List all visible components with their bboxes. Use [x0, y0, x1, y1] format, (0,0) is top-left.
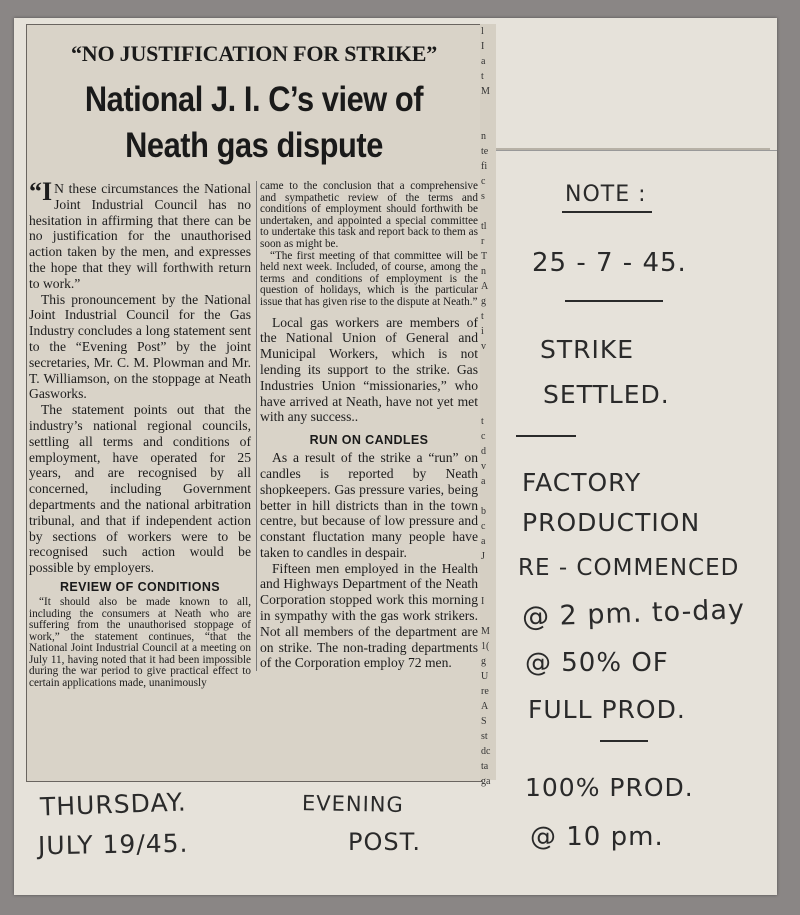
- article-paragraph: “It should also be made known to all, including the consumers at Neath who are suffering from the unauthorised stoppage of work,” the statement continues, “that the National Joint Industrial Council at a meeting on July 11, having noted that it had been impossible during the war period to give practical effect to certain applications made, unanimously: [29, 595, 251, 690]
- edge-letter: [480, 609, 496, 624]
- edge-letter: [480, 579, 496, 594]
- edge-letter: c: [481, 431, 486, 442]
- clipping-kicker: “NO JUSTIFICATION FOR STRIKE”: [70, 41, 438, 66]
- edge-letter: ta: [481, 761, 489, 772]
- edge-letter: A: [481, 281, 489, 292]
- article-paragraph: Fifteen men employed in the Health and Highways Department of the Neath Corporation stopped work this morning in sympathy with the gas work strikers. Not all members of the department are on strike. The non-trading departments of the Corporation employ 72 men.: [260, 560, 478, 671]
- edge-letter: [480, 114, 496, 129]
- handwritten-paper-name-2: POST.: [348, 828, 422, 856]
- handwritten-day: THURSDAY.: [39, 787, 188, 822]
- note-line-settled: SETTLED.: [543, 380, 670, 409]
- edge-letter: [480, 564, 496, 579]
- edge-letter: I: [481, 41, 485, 52]
- edge-letter: re: [481, 686, 489, 697]
- article-paragraph: “I N these circumstances the National Joint Industrial Council has no hesitation in affirming that there can be no justification for the unauthorised action taken by the men, and expresses the hope that they will forthwith return to work.”: [29, 177, 251, 291]
- edge-letter: g: [481, 296, 486, 307]
- edge-letter: [480, 369, 496, 384]
- article-column-right: [256, 181, 478, 671]
- article-paragraph: “The first meeting of that committee will be held next week. Included, of course, among the terms and conditions of employment is the question of holidays, which is the particular issue that has given rise to the dispute at Neath.”: [260, 249, 478, 308]
- edge-letter: M: [481, 86, 490, 97]
- edge-letter: fi: [481, 161, 488, 172]
- edge-letter: i: [481, 326, 484, 337]
- edge-letter: n: [481, 131, 486, 142]
- edge-letter: te: [481, 146, 489, 157]
- edge-letter: [480, 99, 496, 114]
- note-line-factory: FACTORY: [522, 468, 642, 497]
- edge-letter: A: [481, 701, 489, 712]
- edge-letter: tl: [481, 221, 487, 232]
- note-line-time: @ 2 pm. to-day: [521, 594, 746, 633]
- edge-letter: d: [481, 446, 486, 457]
- underline: [562, 211, 652, 213]
- newspaper-clipping: [26, 24, 482, 782]
- edge-letter: a: [481, 476, 486, 487]
- clipping-headline: [54, 77, 454, 169]
- edge-letter: r: [481, 236, 485, 247]
- subheading-review: REVIEW OF CONDITIONS: [59, 579, 221, 594]
- underline: [565, 300, 663, 302]
- underline: [516, 435, 576, 437]
- edge-letter: t: [481, 311, 484, 322]
- edge-letter: [480, 489, 496, 504]
- edge-letter: S: [481, 716, 487, 727]
- article-paragraph: This pronouncement by the National Joint Industrial Council for the Gas Industry concludes a long statement sent to the “Evening Post” by the joint secretaries, Mr. C. M. Plowman and Mr. T. Williamson, on the stoppage at Neath Gasworks.: [29, 291, 251, 402]
- edge-letter: v: [481, 341, 486, 352]
- edge-letter: U: [481, 671, 489, 682]
- edge-letter: t: [481, 416, 484, 427]
- note-line-recommenced: RE - COMMENCED: [518, 555, 740, 581]
- edge-letter: c: [481, 176, 486, 187]
- edge-letter: b: [481, 506, 486, 517]
- edge-letter: n: [481, 266, 486, 277]
- drop-cap: “I: [29, 177, 53, 206]
- edge-letter: M: [481, 626, 490, 637]
- adjacent-column-edge: [480, 24, 496, 787]
- note-line-production: PRODUCTION: [522, 508, 701, 537]
- note-line-percent: @ 50% OF: [525, 648, 669, 678]
- headline-line-2: Neath gas dispute: [125, 126, 383, 165]
- note-line-full-prod: FULL PROD.: [528, 695, 686, 724]
- edge-letter: t: [481, 71, 484, 82]
- handwritten-date: JULY 19/45.: [37, 828, 189, 861]
- headline-line-1: National J. I. C’s view of: [84, 80, 424, 119]
- edge-letter: g: [481, 656, 486, 667]
- note-title: NOTE :: [565, 182, 647, 207]
- handwritten-paper-name-1: EVENING: [301, 791, 404, 817]
- subheading-candles: RUN ON CANDLES: [309, 433, 429, 448]
- article-paragraph: came to the conclusion that a comprehensive and sympathetic review of the terms and conditions of employment should forthwith be undertaken, and appointed a special committee to undertake this task and report back to them as soon as might be.: [260, 180, 478, 250]
- edge-letter: c: [481, 521, 486, 532]
- note-line-final-time: @ 10 pm.: [530, 822, 664, 852]
- edge-letter: [480, 399, 496, 414]
- edge-letter: dc: [481, 746, 491, 757]
- edge-letter: a: [481, 56, 486, 67]
- edge-letter: T: [481, 251, 488, 262]
- edge-letter: a: [481, 536, 486, 547]
- article-paragraph: Local gas workers are members of the National Union of General and Municipal Workers, which is not lending its support to the strike. Gas Industries Union “missionaries,” who have arrived at Neath, have not yet met with any success..: [260, 314, 478, 425]
- edge-letter: I: [481, 596, 485, 607]
- edge-letter: 1(: [481, 641, 490, 652]
- edge-letter: st: [481, 731, 488, 742]
- article-column-left: [29, 177, 251, 690]
- edge-letter: [480, 204, 496, 219]
- edge-letter: [480, 384, 496, 399]
- underline: [600, 740, 648, 742]
- note-line-full-production: 100% PROD.: [525, 773, 694, 802]
- edge-letter: ga: [481, 776, 491, 787]
- note-date: 25 - 7 - 45.: [532, 248, 687, 278]
- article-paragraph: As a result of the strike a “run” on candles is reported by Neath shopkeepers. Gas pressure varies, being better in hill districts than in the town centre, but because of low pressure and constant fluctation many people have taken to candles in despair.: [260, 450, 478, 560]
- article-paragraph: The statement points out that the industry’s national regional councils, settling all terms and conditions of employment, have operated for 25 years, and are recognised by all concerned, including Government departments and the national arbitration tribunal, and that if independent action by sections of workers were to be recognised such action would be possible by employers.: [29, 402, 251, 576]
- note-line-strike: STRIKE: [540, 335, 635, 364]
- edge-letter: s: [481, 191, 485, 202]
- edge-letter: [480, 354, 496, 369]
- edge-letter: v: [481, 461, 486, 472]
- edge-letter: J: [481, 551, 485, 562]
- edge-letter: l: [481, 26, 484, 37]
